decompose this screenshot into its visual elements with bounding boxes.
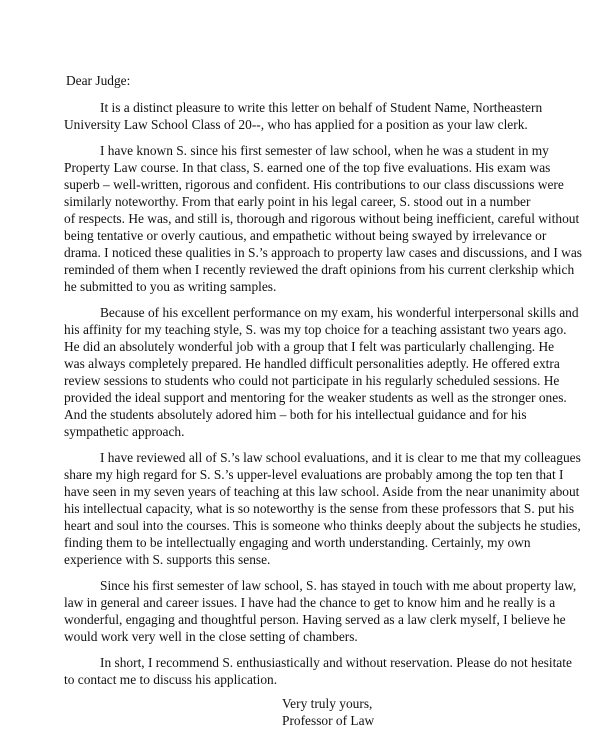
paragraph-3-line-2: his affinity for my teaching style, S. was my top choice for a teaching assistant two years ago.	[64, 322, 567, 337]
paragraph-4-line-7: experience with S. supports this sense.	[64, 552, 271, 567]
paragraph-5-line-1: Since his first semester of law school, S. has stayed in touch with me about property law,	[100, 578, 577, 593]
paragraph-2-line-6: being tentative or overly cautious, and empathetic without being swayed by irrelevance or	[64, 228, 547, 243]
paragraph-1-line-1: It is a distinct pleasure to write this letter on behalf of Student Name, Northeastern	[100, 100, 543, 115]
paragraph-3-line-8: sympathetic approach.	[64, 424, 185, 439]
paragraph-2-line-8: reminded of them when I recently reviewed the draft opinions from his current clerkship which	[64, 262, 575, 277]
paragraph-4-line-6: finding them to be intellectually engaging and worth understanding. Certainly, my own	[64, 535, 531, 550]
paragraph-2-line-7: drama. I noticed these qualities in S.’s approach to property law cases and discussions, and I was	[64, 245, 583, 260]
paragraph-4-line-4: his intellectual capacity, what is so noteworthy is the sense from these professors that S. put his	[64, 501, 575, 516]
paragraph-4-line-2: share my high regard for S. S.’s upper-level evaluations are probably among the top ten that I	[64, 467, 564, 482]
paragraph-2-line-4: similarly noteworthy. From that early point in his legal career, S. stood out in a number	[64, 194, 531, 209]
paragraph-2-line-2: Property Law course. In that class, S. earned one of the top five evaluations. His exam was	[64, 160, 551, 175]
paragraph-3-line-5: review sessions to students who could not participate in his regularly scheduled sessions. He	[64, 373, 560, 388]
paragraph-2-line-9: he submitted to you as writing samples.	[64, 279, 277, 294]
paragraph-4-line-1: I have reviewed all of S.’s law school evaluations, and it is clear to me that my colleagues	[100, 450, 581, 465]
paragraph-2-line-1: I have known S. since his first semester of law school, when he was a student in my	[100, 143, 549, 158]
paragraph-5-line-3: wonderful, engaging and thoughtful person. Having served as a law clerk myself, I believe he	[64, 612, 566, 627]
paragraph-3-line-7: And the students absolutely adored him – both for his intellectual guidance and for his	[64, 407, 527, 422]
paragraph-6-line-2: to contact me to discuss his application.	[64, 672, 278, 687]
paragraph-3-line-6: provided the ideal support and mentoring for the weaker students as well as the stronger ones.	[64, 390, 567, 405]
paragraph-3-line-1: Because of his excellent performance on my exam, his wonderful interpersonal skills and	[100, 305, 579, 320]
paragraph-6-line-1: In short, I recommend S. enthusiastically and without reservation. Please do not hesitate	[100, 655, 572, 670]
paragraph-2-line-5: of respects. He was, and still is, thorough and rigorous without being inefficient, careful without	[64, 211, 580, 226]
paragraph-3-line-3: He did an absolutely wonderful job with a group that I felt was particularly challenging. He	[64, 339, 555, 354]
paragraph-2-line-3: superb – well-written, rigorous and confident. His contributions to our class discussions were	[64, 177, 564, 192]
paragraph-5-line-4: would work very well in the close setting of chambers.	[64, 629, 358, 644]
paragraph-4-line-5: heart and soul into the courses. This is someone who thinks deeply about the subjects he studies,	[64, 518, 581, 533]
paragraph-5-line-2: law in general and career issues. I have had the chance to get to know him and he really is a	[64, 595, 556, 610]
salutation: Dear Judge:	[66, 73, 131, 88]
paragraph-1-line-2: University Law School Class of 20--, who has applied for a position as your law clerk.	[64, 117, 528, 132]
paragraph-3-line-4: was always completely prepared. He handled difficult personalities adeptly. He offered extra	[64, 356, 560, 371]
closing: Very truly yours,	[282, 696, 373, 711]
signature-title: Professor of Law	[282, 713, 375, 728]
paragraph-4-line-3: have seen in my seven years of teaching at this law school. Aside from the near unanimity about	[64, 484, 580, 499]
